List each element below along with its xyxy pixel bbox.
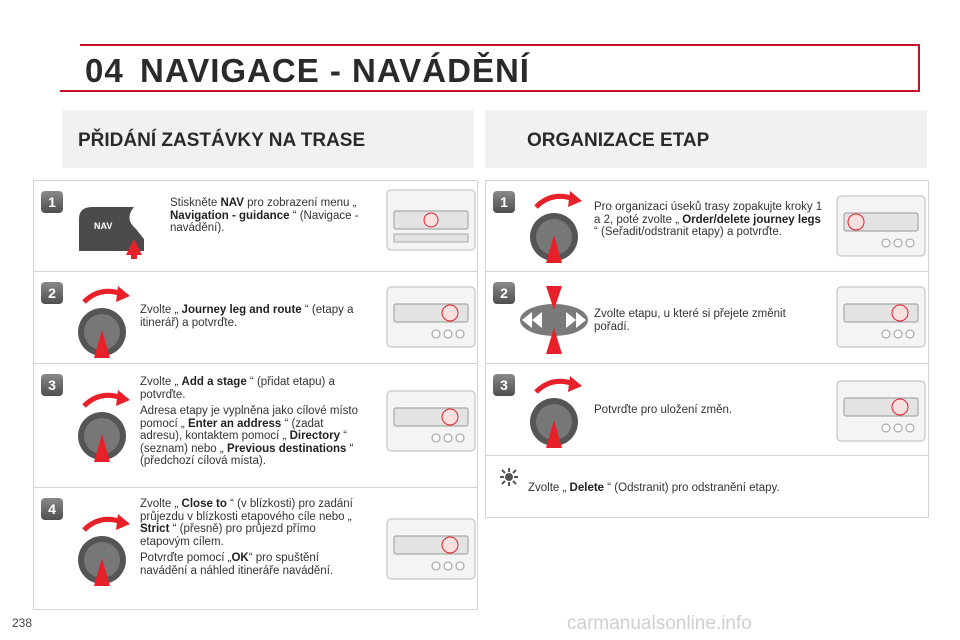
right-section-header <box>485 110 927 168</box>
step-number: 4 <box>41 498 63 520</box>
left-step-4-text: Zvolte „ Close to “ (v blízkosti) pro zadání průjezdu v blízkosti etapového cíle nebo „ Strict “ (přesně) pro průjezd přímo etapovým cílem. Potvrďte pomocí „OK“ pro spuštění navádění a náhled itineráře navádění. <box>140 498 353 577</box>
radio-panel-icon <box>836 380 926 442</box>
radio-panel-icon <box>386 286 476 348</box>
left-section-title: PŘIDÁNÍ ZASTÁVKY NA TRASE <box>78 130 366 151</box>
rotary-knob-icon <box>70 508 140 588</box>
left-section-header <box>62 110 474 168</box>
nav-button-label: NAV <box>94 221 113 231</box>
right-step-3-text: Potvrďte pro uložení změn. <box>594 404 733 416</box>
right-step-2 <box>486 271 928 364</box>
radio-panel-icon <box>836 286 926 348</box>
right-step-2-text: Zvolte etapu, u které si přejete změnit pořadí. <box>594 308 786 333</box>
right-tip-text: Zvolte „ Delete “ (Odstranit) pro odstranění etapy. <box>528 482 780 494</box>
rotary-knob-icon <box>70 384 140 464</box>
radio-panel-icon <box>836 195 926 257</box>
chapter-number: 04 <box>85 52 124 89</box>
header-rule-right <box>918 44 920 92</box>
nav-button-icon <box>74 199 154 259</box>
left-step-4 <box>34 487 477 610</box>
radio-panel-icon <box>386 189 476 251</box>
rotary-knob-icon <box>70 280 140 360</box>
left-step-2 <box>34 271 477 364</box>
left-step-3-text: Zvolte „ Add a stage “ (přidat etapu) a potvrďte. Adresa etapy je vyplněna jako cílové místo pomocí „ Enter an address “ (zadat adresu), kontaktem pomocí „ Directory “ (seznam) nebo „ Previous destinations “ (předchozí cílová místa). <box>140 376 358 467</box>
left-steps-panel <box>33 180 478 610</box>
rotary-knob-icon <box>522 370 592 450</box>
step-number: 1 <box>493 191 515 213</box>
left-step-3 <box>34 363 477 488</box>
left-step-2-text: Zvolte „ Journey leg and route “ (etapy a itinerář) a potvrďte. <box>140 304 354 329</box>
step-number: 1 <box>41 191 63 213</box>
step-number: 2 <box>41 282 63 304</box>
page-number: 238 <box>12 616 33 630</box>
left-step-1 <box>34 181 477 271</box>
radio-panel-icon <box>386 518 476 580</box>
tip-icon <box>500 468 518 486</box>
right-section-title: ORGANIZACE ETAP <box>527 130 710 151</box>
header-rule-top <box>80 44 920 46</box>
radio-panel-icon <box>386 390 476 452</box>
directional-pad-icon <box>516 284 596 356</box>
step-number: 2 <box>493 282 515 304</box>
left-step-1-text: Stiskněte NAV pro zobrazení menu „ Navigation - guidance “ (Navigace - navádění). <box>170 197 359 234</box>
right-step-3 <box>486 363 928 456</box>
right-step-1 <box>486 181 928 271</box>
watermark: carmanualsonline.info <box>567 613 752 634</box>
right-step-1-text: Pro organizaci úseků trasy zopakujte kroky 1 a 2, poté zvolte „ Order/delete journey legs “ (Seřadit/odstranit etapy) a potvrďte. <box>594 201 823 238</box>
right-tip <box>486 455 928 518</box>
right-steps-panel <box>485 180 929 518</box>
rotary-knob-icon <box>522 185 592 265</box>
step-number: 3 <box>493 374 515 396</box>
page-title: NAVIGACE - NAVÁDĚNÍ <box>140 52 530 89</box>
step-number: 3 <box>41 374 63 396</box>
header-rule-bottom <box>60 90 920 92</box>
